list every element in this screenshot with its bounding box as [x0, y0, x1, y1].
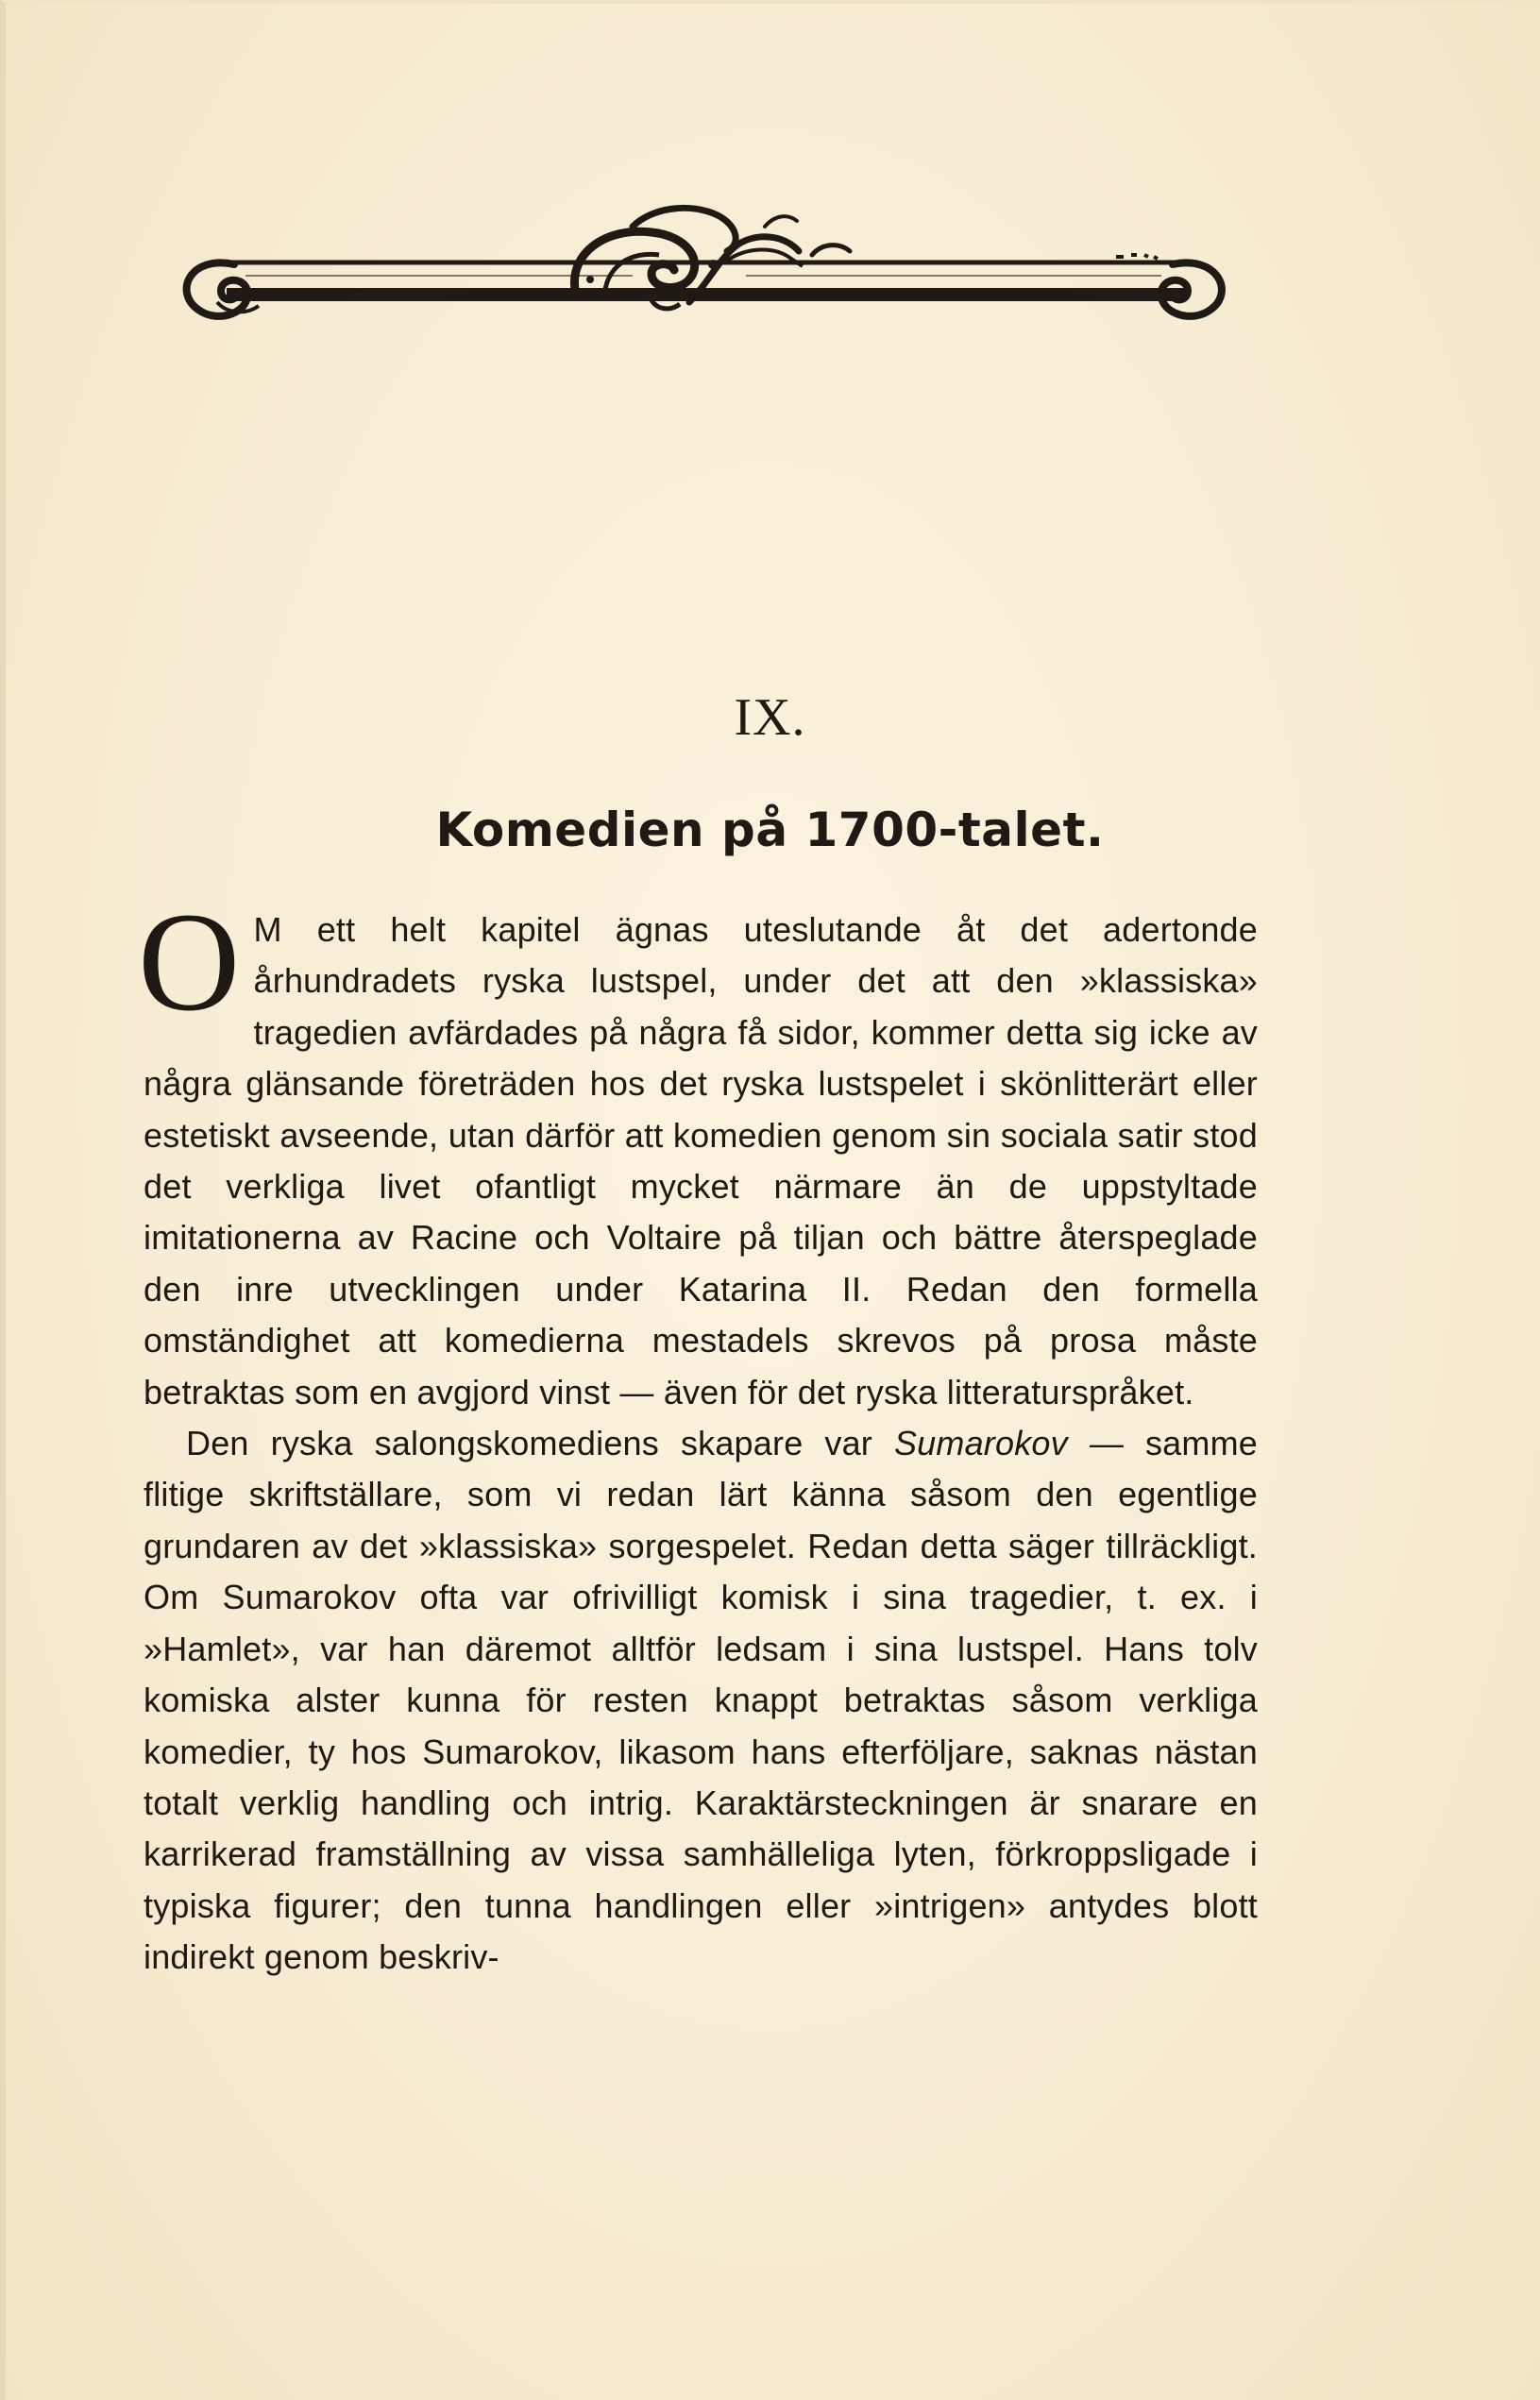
paragraph-2-text-start: Den ryska salongskomediens skapare var	[186, 1424, 894, 1463]
author-name-emphasis: Sumarokov	[893, 1424, 1068, 1463]
scroll-vine-ornament-icon	[161, 189, 1246, 349]
drop-cap: O	[138, 884, 241, 1040]
body-text	[138, 884, 1259, 1984]
paragraph-2-text-rest: — samme flitige skriftställare, som vi redan lärt känna såsom den egentlige grundaren av det »klassiska» sorgespelet. Redan detta säger tillräckligt. Om Sumarokov ofta var ofrivilligt komisk i sina tragedier, t. ex. i »Hamlet», var han däremot alltför ledsam i sina lustspel. Hans tolv komiska alster kunna för resten knappt betraktas såsom verkliga komedier, ty hos Sumarokov, likasom hans efterföljare, saknas nästan totalt verklig handling och intrig. Karaktärsteckningen är snarare en karrikerad framställning av vissa samhälleliga lyten, förkroppsligade i typiska figurer; den tunna handlingen eller »intrigen» antydes blott indirekt genom beskriv-	[144, 1424, 1259, 1977]
chapter-number: IX.	[734, 688, 806, 747]
paragraph-2	[144, 1418, 1258, 1983]
chapter-title: Komedien på 1700-talet.	[435, 803, 1105, 857]
paragraph-1	[138, 884, 1258, 1418]
paragraph-1-text: M ett helt kapitel ägnas uteslutande åt det adertonde århundradets ryska lustspel, under det att den »klassiska» tragedien avfärdades på några få sidor, kommer detta sig icke av några glänsande företräden hos det ryska lustspelet i skönlitterärt eller estetiskt avseende, utan därför att komedien genom sin sociala satir stod det verkliga livet ofantligt mycket närmare än de uppstyltade imitationerna av Racine och Voltaire på tiljan och bättre återspeglade den inre utvecklingen under Katarina II. Redan den formella omständighet att komedierna mestadels skrevos på prosa måste betraktas som en avgjord vinst — även för det ryska litteraturspråket.	[144, 910, 1258, 1411]
